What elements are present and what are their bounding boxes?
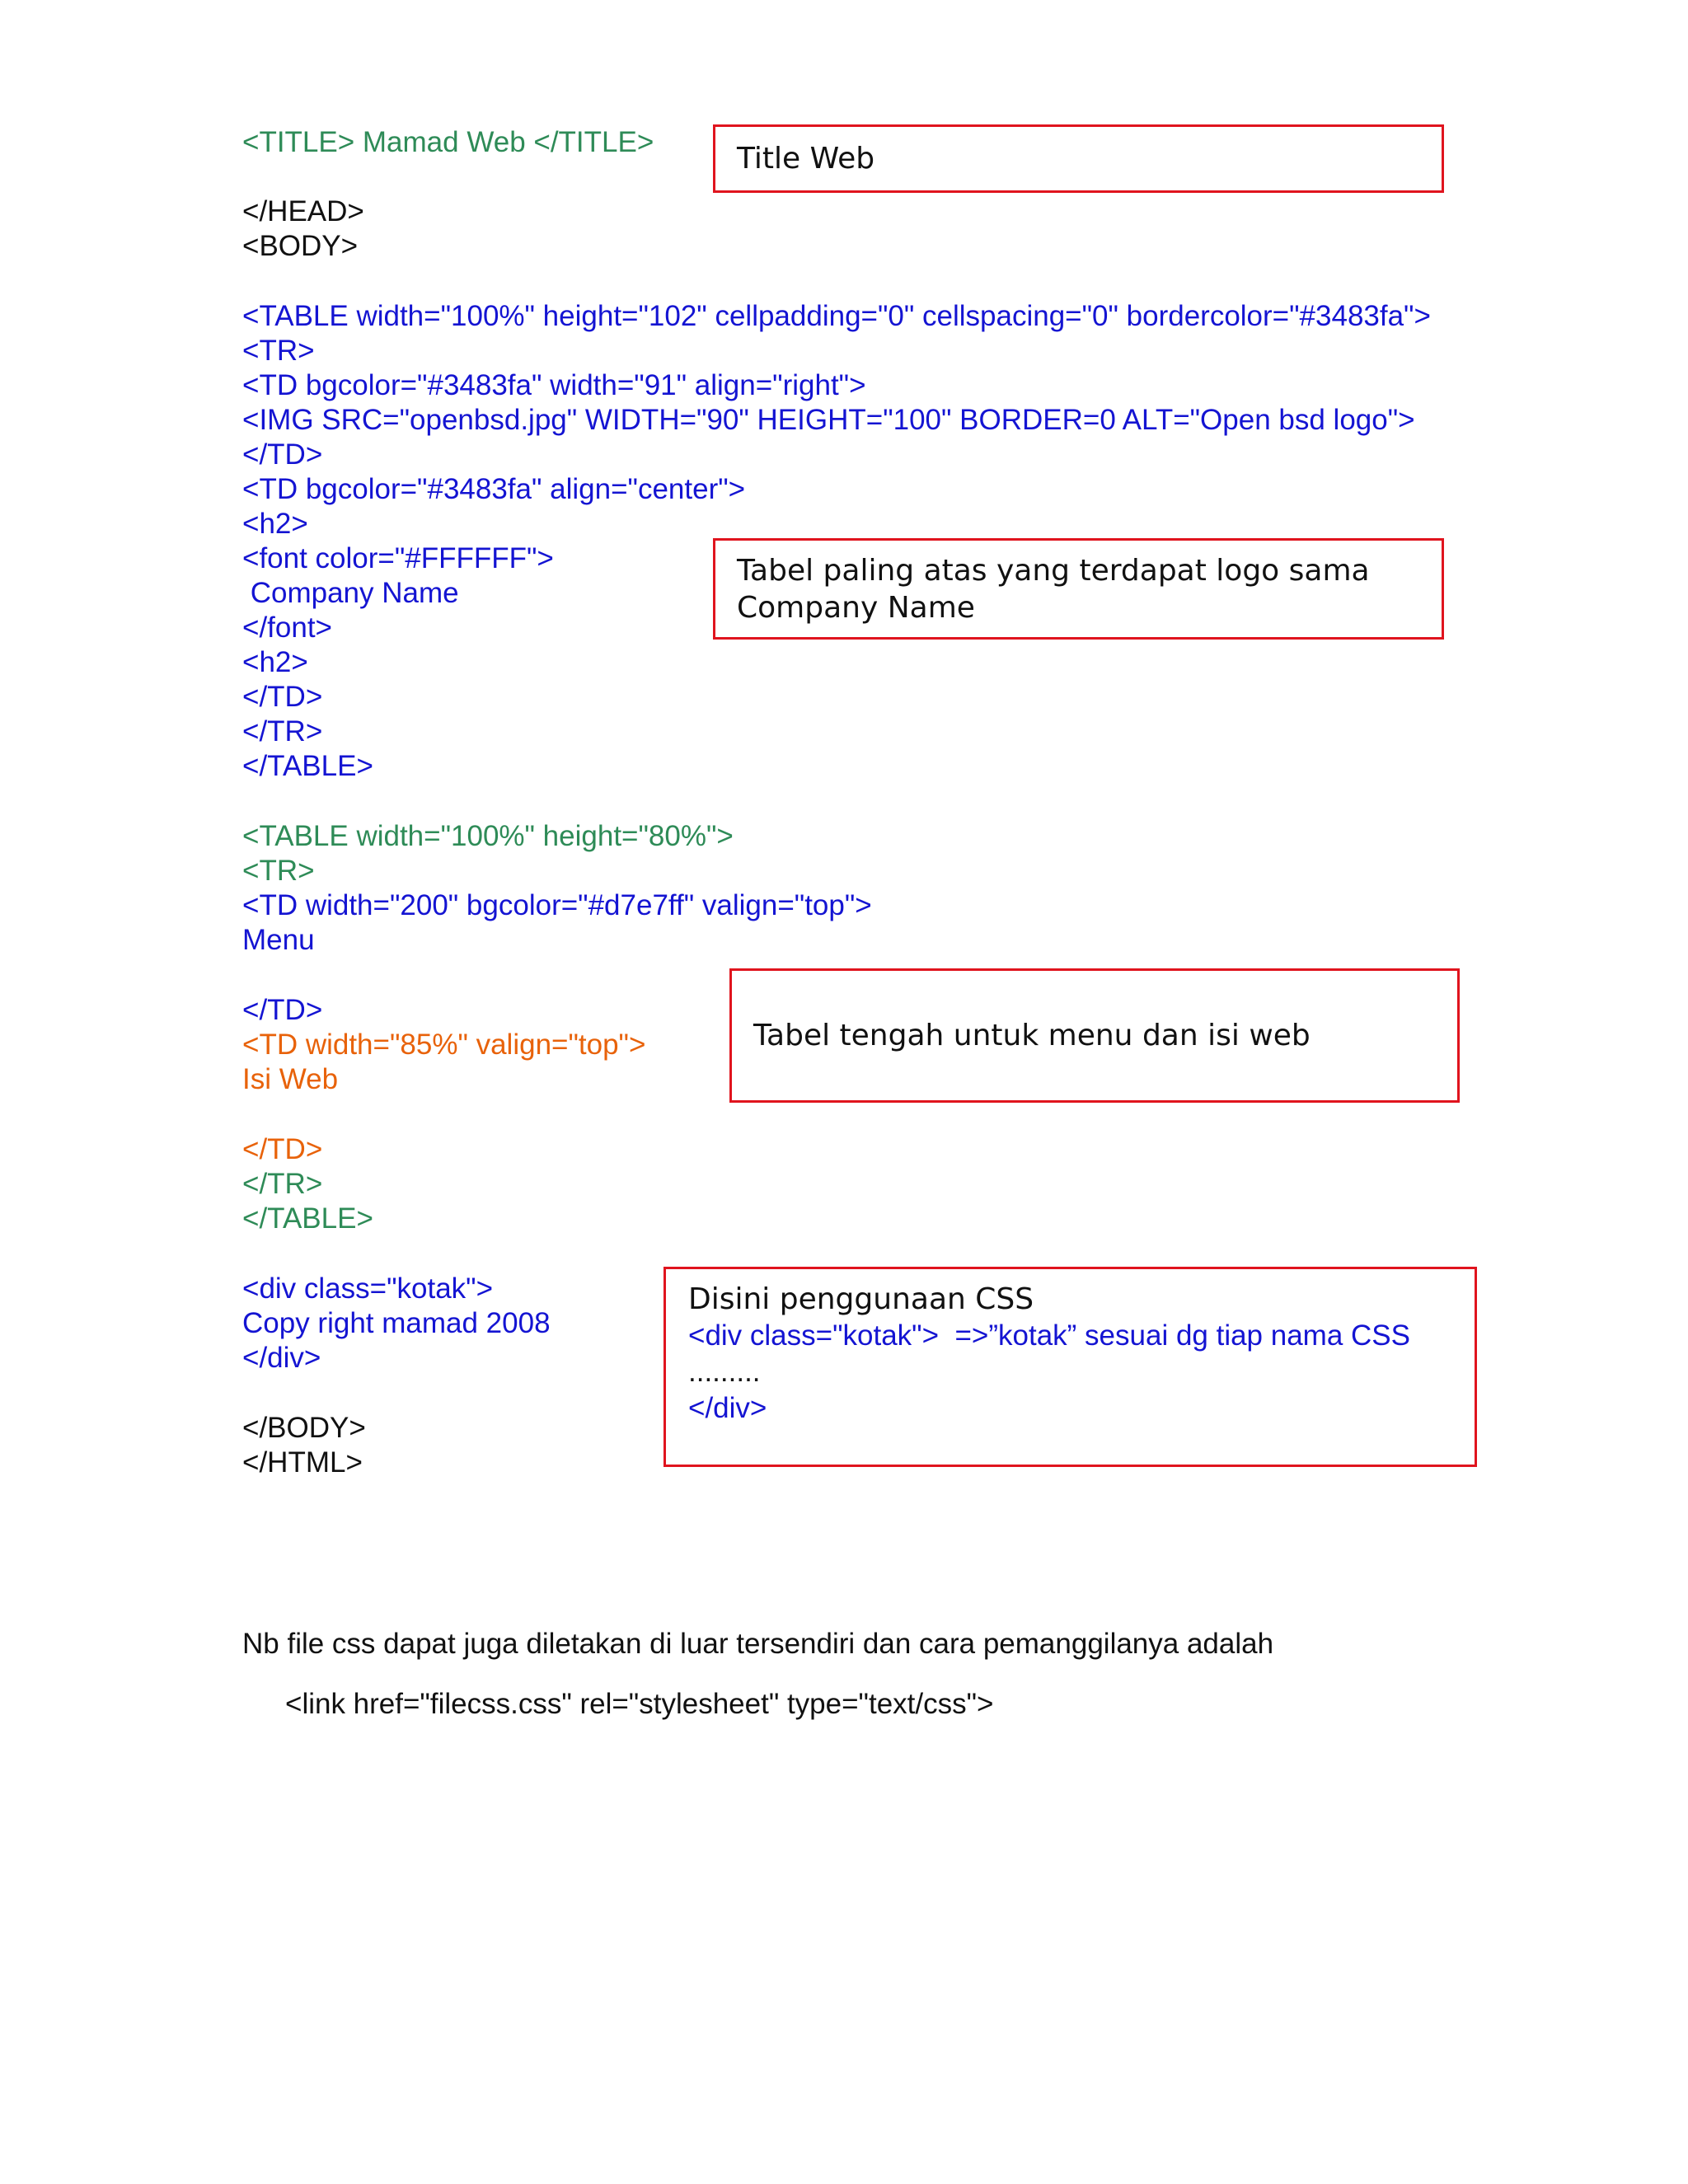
code-head-close: </HEAD>: [242, 195, 364, 227]
code-td3-open: <TD width="200" bgcolor="#d7e7ff" valign="top">: [242, 889, 872, 921]
code-company-name: Company Name: [242, 577, 459, 609]
code-font-close: </font>: [242, 612, 332, 644]
code-td1-close: </TD>: [242, 438, 323, 471]
code-td3-close: </TD>: [242, 994, 323, 1026]
footer-link-tag: <link href="filecss.css" rel="stylesheet" type="text/css">: [285, 1688, 994, 1720]
note-css-box: [663, 1267, 1477, 1467]
code-table2-open: <TABLE width="100%" height="80%">: [242, 820, 734, 852]
footer-note: Nb file css dapat juga diletakan di luar tersendiri dan cara pemanggilanya adalah: [242, 1628, 1274, 1660]
note-css-heading: Disini penggunaan CSS: [688, 1282, 1034, 1316]
code-div-open: <div class="kotak">: [242, 1272, 494, 1305]
code-title-tag: <TITLE> Mamad Web </TITLE>: [242, 126, 654, 158]
note-css-div-close: </div>: [688, 1392, 767, 1424]
code-tr1-open: <TR>: [242, 335, 315, 367]
code-tr2-close: </TR>: [242, 1168, 323, 1200]
code-tr1-close: </TR>: [242, 715, 323, 748]
code-td1-open: <TD bgcolor="#3483fa" width="91" align="right">: [242, 369, 866, 401]
code-td2-close: </TD>: [242, 681, 323, 713]
note-title-web-box: [713, 124, 1444, 193]
note-top-table-line1: Tabel paling atas yang terdapat logo sama: [737, 554, 1370, 588]
note-middle-table-box: [729, 968, 1460, 1103]
code-tr2-open: <TR>: [242, 855, 315, 887]
code-td4-open: <TD width="85%" valign="top">: [242, 1029, 646, 1061]
note-css-code: <div class="kotak"> =>”kotak” sesuai dg tiap nama CSS: [688, 1319, 1410, 1352]
note-top-table-line2: Company Name: [737, 591, 975, 625]
code-img-tag: <IMG SRC="openbsd.jpg" WIDTH="90" HEIGHT="100" BORDER=0 ALT="Open bsd logo">: [242, 404, 1415, 436]
code-table1-close: </TABLE>: [242, 750, 373, 782]
code-table2-close: </TABLE>: [242, 1202, 373, 1235]
code-menu-text: Menu: [242, 924, 315, 956]
code-font-open: <font color="#FFFFFF">: [242, 542, 554, 574]
code-copyright-text: Copy right mamad 2008: [242, 1307, 551, 1339]
note-middle-table-text: Tabel tengah untuk menu dan isi web: [753, 1019, 1311, 1052]
code-body-close: </BODY>: [242, 1412, 366, 1444]
code-td4-close: </TD>: [242, 1133, 323, 1165]
code-h2-close: <h2>: [242, 646, 308, 678]
code-body-open: <BODY>: [242, 230, 359, 262]
code-table1-open: <TABLE width="100%" height="102" cellpadding="0" cellspacing="0" bordercolor="#3483fa">: [242, 300, 1431, 332]
note-top-table-box: [713, 538, 1444, 640]
code-h2-open: <h2>: [242, 508, 308, 540]
code-isi-web-text: Isi Web: [242, 1063, 339, 1095]
note-css-dots: .........: [688, 1356, 761, 1388]
code-div-close: </div>: [242, 1342, 321, 1374]
code-html-close: </HTML>: [242, 1446, 363, 1479]
note-title-web-text: Title Web: [737, 142, 875, 176]
code-td2-open: <TD bgcolor="#3483fa" align="center">: [242, 473, 746, 505]
